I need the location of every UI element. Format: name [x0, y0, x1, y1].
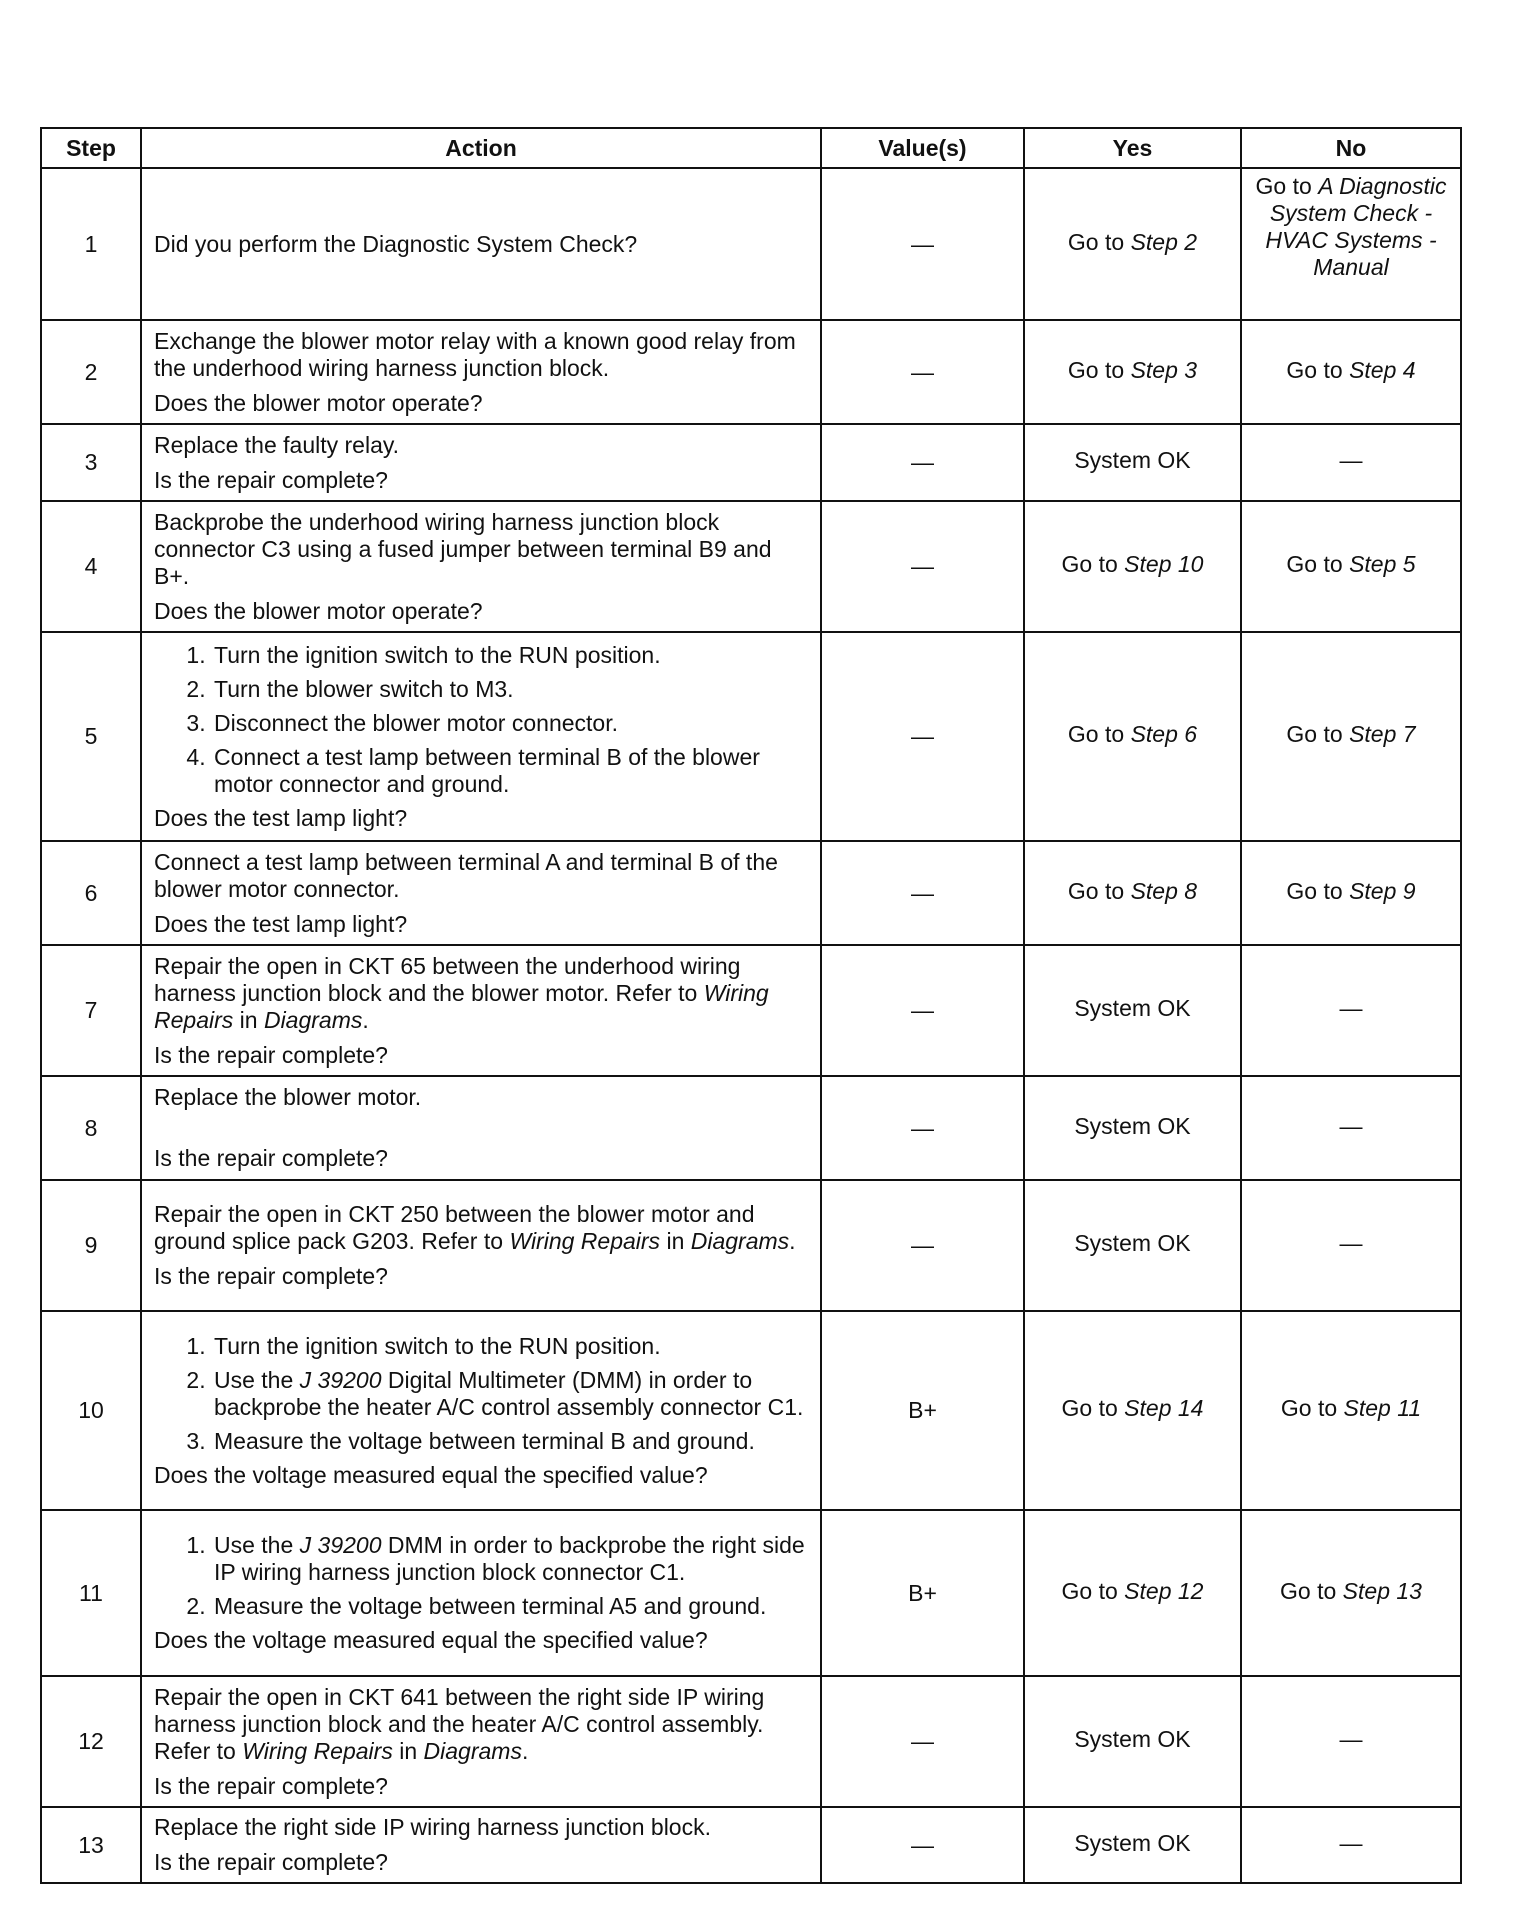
action-question: Is the repair complete?	[154, 1145, 388, 1171]
value-cell: B+	[821, 1311, 1024, 1510]
yes-cell: System OK	[1024, 1180, 1241, 1311]
table-row	[41, 1311, 1461, 1510]
action-steps	[154, 1532, 810, 1620]
value-cell: —	[821, 501, 1024, 632]
list-item: 3. Disconnect the blower motor connector.	[212, 710, 810, 737]
action-question: Does the voltage measured equal the specified value?	[154, 1627, 708, 1653]
table-row	[41, 320, 1461, 424]
yes-cell: System OK	[1024, 1807, 1241, 1883]
list-text: Use the	[214, 1366, 300, 1393]
connector-word: in	[233, 1006, 264, 1033]
yes-cell: System OK	[1024, 945, 1241, 1076]
no-cell	[1241, 501, 1461, 632]
header-values: Value(s)	[821, 128, 1024, 168]
goto-label: Go to	[1067, 721, 1131, 747]
goto-label: Go to	[1067, 228, 1131, 255]
table-row	[41, 424, 1461, 501]
goto-label: Go to	[1255, 173, 1319, 199]
value-cell: —	[821, 841, 1024, 945]
action-sentence: Repair the open in CKT 641 between the right side IP wiring harness junction block and the heater A/C control assembly. Refer to	[154, 1683, 765, 1764]
tool-name: J 39200	[299, 1532, 382, 1558]
action-steps	[154, 1333, 810, 1455]
no-cell: —	[1241, 1676, 1461, 1807]
step-link: Step 10	[1124, 551, 1204, 577]
step-number: 2	[41, 320, 141, 424]
yes-cell	[1024, 632, 1241, 841]
header-step: Step	[41, 128, 141, 168]
no-cell	[1241, 1311, 1461, 1510]
goto-label: Go to	[1280, 1395, 1344, 1421]
step-number: 6	[41, 841, 141, 945]
value-cell: —	[821, 632, 1024, 841]
yes-cell: System OK	[1024, 1676, 1241, 1807]
step-number: 13	[41, 1807, 141, 1883]
action-cell	[141, 1076, 821, 1180]
no-cell	[1241, 1510, 1461, 1676]
value-cell: —	[821, 1076, 1024, 1180]
action-question: Is the repair complete?	[154, 466, 388, 493]
action-cell	[141, 1807, 821, 1883]
table-row	[41, 945, 1461, 1076]
action-text: Repair the open in CKT 250 between the blower motor and ground splice pack G203. Refer to Wiring Repairs in Diagrams.	[154, 1201, 796, 1254]
list-text: Digital Multimeter (DMM) in order to backprobe the heater A/C control assembly connector C1.	[214, 1366, 804, 1420]
reference-link: Diagrams	[423, 1737, 522, 1764]
value-cell: —	[821, 320, 1024, 424]
action-steps	[154, 642, 810, 798]
action-text: Did you perform the Diagnostic System Check?	[154, 230, 638, 257]
action-text: Replace the blower motor.	[154, 1084, 422, 1110]
yes-cell	[1024, 501, 1241, 632]
action-text: Replace the faulty relay.	[154, 431, 400, 458]
action-question: Is the repair complete?	[154, 1772, 388, 1799]
action-cell	[141, 1510, 821, 1676]
step-number: 11	[41, 1510, 141, 1676]
list-item: 2. Turn the blower switch to M3.	[212, 676, 810, 703]
step-link: Step 8	[1130, 877, 1198, 904]
table-row	[41, 1807, 1461, 1883]
yes-cell	[1024, 168, 1241, 320]
yes-cell	[1024, 1311, 1241, 1510]
step-link: Step 4	[1349, 356, 1416, 383]
header-yes: Yes	[1024, 128, 1241, 168]
step-number: 8	[41, 1076, 141, 1180]
step-link: Step 12	[1124, 1577, 1204, 1604]
header-no: No	[1241, 128, 1461, 168]
list-item: 2. Measure the voltage between terminal A5 and ground.	[212, 1593, 810, 1620]
diagnostic-table	[40, 127, 1462, 1884]
action-sentence: Repair the open in CKT 65 between the underhood wiring harness junction block and the blower motor. Refer to	[154, 952, 741, 1006]
value-cell: —	[821, 1676, 1024, 1807]
step-number: 12	[41, 1676, 141, 1807]
list-item	[212, 1532, 810, 1586]
table-row	[41, 841, 1461, 945]
action-question: Does the blower motor operate?	[154, 597, 483, 624]
action-text: Exchange the blower motor relay with a known good relay from the underhood wiring harness junction block.	[154, 327, 796, 381]
action-cell	[141, 1676, 821, 1807]
value-cell: —	[821, 424, 1024, 501]
yes-cell	[1024, 841, 1241, 945]
step-number: 10	[41, 1311, 141, 1510]
section-link: A Diagnostic System Check - HVAC Systems - Manual	[1265, 173, 1447, 280]
action-question: Is the repair complete?	[154, 1849, 388, 1875]
step-number: 3	[41, 424, 141, 501]
action-text: Backprobe the underhood wiring harness junction block connector C3 using a fused jumper between terminal B9 and B+.	[154, 508, 772, 589]
action-cell	[141, 501, 821, 632]
step-link: Step 7	[1349, 721, 1416, 747]
goto-label: Go to	[1061, 551, 1125, 577]
action-cell	[141, 1311, 821, 1510]
no-cell: —	[1241, 945, 1461, 1076]
step-link: Step 3	[1130, 356, 1198, 383]
step-number: 9	[41, 1180, 141, 1311]
action-cell	[141, 632, 821, 841]
step-link: Step 2	[1130, 228, 1198, 255]
goto-label: Go to	[1061, 1395, 1125, 1421]
table-row	[41, 168, 1461, 320]
list-text: Use the	[214, 1532, 300, 1558]
yes-cell: System OK	[1024, 424, 1241, 501]
no-cell	[1241, 841, 1461, 945]
step-number: 5	[41, 632, 141, 841]
list-item: 1. Turn the ignition switch to the RUN position.	[212, 642, 810, 669]
goto-label: Go to	[1061, 1577, 1125, 1604]
no-cell	[1241, 632, 1461, 841]
action-text: Connect a test lamp between terminal A and terminal B of the blower motor connector.	[154, 848, 778, 902]
table-row	[41, 1180, 1461, 1311]
connector-word: in	[392, 1737, 424, 1764]
table-row	[41, 632, 1461, 841]
header-action: Action	[141, 128, 821, 168]
table-row	[41, 1676, 1461, 1807]
step-number: 4	[41, 501, 141, 632]
action-cell	[141, 841, 821, 945]
table-row	[41, 501, 1461, 632]
yes-cell: System OK	[1024, 1076, 1241, 1180]
no-cell	[1241, 320, 1461, 424]
goto-label: Go to	[1286, 721, 1350, 747]
step-link: Step 6	[1130, 721, 1198, 747]
action-sentence: Repair the open in CKT 250 between the blower motor and ground splice pack G203. Refer to	[154, 1201, 755, 1254]
table-row	[41, 1076, 1461, 1180]
action-question: Does the blower motor operate?	[154, 389, 483, 416]
yes-cell	[1024, 320, 1241, 424]
step-link: Step 5	[1349, 551, 1416, 577]
no-cell	[1241, 168, 1461, 320]
goto-label: Go to	[1067, 877, 1131, 904]
value-cell: B+	[821, 1510, 1024, 1676]
table-row	[41, 1510, 1461, 1676]
step-link: Step 11	[1343, 1395, 1422, 1421]
step-number: 7	[41, 945, 141, 1076]
header-row	[41, 128, 1461, 168]
goto-label: Go to	[1067, 356, 1131, 383]
value-cell: —	[821, 168, 1024, 320]
reference-link: Diagrams	[690, 1228, 790, 1254]
action-question: Does the voltage measured equal the specified value?	[154, 1461, 708, 1488]
list-item: 3. Measure the voltage between terminal B and ground.	[212, 1428, 810, 1455]
reference-link: Wiring Repairs	[509, 1228, 661, 1254]
no-cell: —	[1241, 1180, 1461, 1311]
action-text: Replace the right side IP wiring harness junction block.	[154, 1814, 711, 1840]
value-cell: —	[821, 1807, 1024, 1883]
goto-label: Go to	[1286, 356, 1350, 383]
step-link: Step 13	[1342, 1577, 1422, 1604]
list-text: DMM in order to backprobe the right side IP wiring harness junction block connector C1.	[214, 1532, 805, 1585]
goto-label: Go to	[1286, 877, 1350, 904]
no-cell: —	[1241, 1076, 1461, 1180]
reference-link: Wiring Repairs	[242, 1737, 393, 1764]
step-link: Step 9	[1349, 877, 1416, 904]
action-cell	[141, 945, 821, 1076]
yes-cell	[1024, 1510, 1241, 1676]
action-cell	[141, 320, 821, 424]
action-cell	[141, 424, 821, 501]
value-cell: —	[821, 945, 1024, 1076]
action-question: Is the repair complete?	[154, 1263, 388, 1289]
goto-label: Go to	[1286, 551, 1350, 577]
no-cell: —	[1241, 424, 1461, 501]
list-item: 4. Connect a test lamp between terminal B of the blower motor connector and ground.	[212, 744, 810, 798]
action-question: Does the test lamp light?	[154, 804, 408, 831]
step-link: Step 14	[1124, 1395, 1204, 1421]
step-number: 1	[41, 168, 141, 320]
list-item: 1. Turn the ignition switch to the RUN position.	[212, 1333, 810, 1360]
reference-link: Wiring Repairs	[154, 979, 769, 1033]
no-cell: —	[1241, 1807, 1461, 1883]
action-text: Repair the open in CKT 65 between the underhood wiring harness junction block and the blower motor. Refer to Wiring Repairs in Diagrams.	[154, 952, 769, 1033]
action-question: Does the test lamp light?	[154, 910, 408, 937]
goto-label: Go to	[1280, 1577, 1343, 1604]
action-question: Is the repair complete?	[154, 1041, 388, 1068]
action-cell	[141, 168, 821, 320]
action-text: Repair the open in CKT 641 between the right side IP wiring harness junction block and the heater A/C control assembly. Refer to Wiring Repairs in Diagrams.	[154, 1683, 765, 1764]
list-item	[212, 1367, 810, 1421]
tool-name: J 39200	[299, 1366, 382, 1393]
action-cell	[141, 1180, 821, 1311]
connector-word: in	[660, 1228, 691, 1254]
value-cell: —	[821, 1180, 1024, 1311]
reference-link: Diagrams	[263, 1006, 363, 1033]
